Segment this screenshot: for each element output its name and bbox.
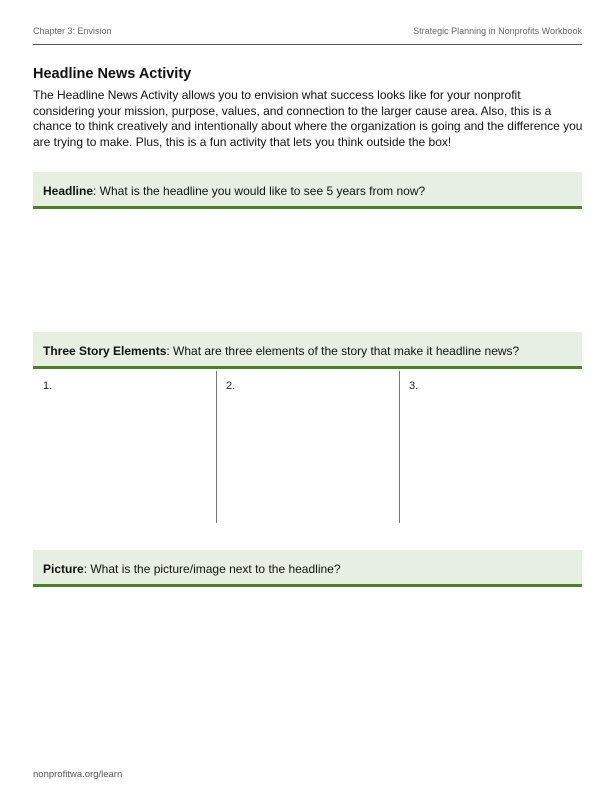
picture-answer-area[interactable]	[33, 588, 582, 758]
item-number: 1.	[43, 380, 53, 392]
story-prompt: : What are three elements of the story that make it headline news?	[166, 344, 520, 358]
story-label: Three Story Elements	[43, 344, 167, 358]
headline-prompt: : What is the headline you would like to see 5 years from now?	[93, 184, 426, 198]
page-header	[33, 26, 582, 45]
picture-label: Picture	[43, 562, 84, 576]
book-title: Strategic Planning in Nonprofits Workbook	[413, 26, 582, 36]
story-elements-grid	[33, 371, 582, 523]
picture-prompt-band	[33, 550, 582, 587]
story-element-2[interactable]	[216, 371, 399, 523]
story-element-1[interactable]	[33, 371, 216, 523]
footer-url: nonprofitwa.org/learn	[33, 769, 123, 780]
headline-answer-area[interactable]	[33, 209, 582, 329]
story-element-3[interactable]	[399, 371, 582, 523]
page-title: Headline News Activity	[33, 66, 192, 82]
headline-prompt-band	[33, 172, 582, 209]
story-prompt-band	[33, 332, 582, 369]
picture-prompt: : What is the picture/image next to the headline?	[83, 562, 341, 576]
headline-label: Headline	[43, 184, 94, 198]
item-number: 3.	[409, 380, 419, 392]
chapter-label: Chapter 3: Envision	[33, 26, 112, 36]
intro-paragraph: The Headline News Activity allows you to envision what success looks like for your nonprofit considering your mission, purpose, values, and connection to the larger cause area. Also, this is a chance to think creatively and intentionally about where the organization is going and the difference you are trying to make. Plus, this is a fun activity that lets you think outside the box!	[33, 88, 583, 150]
item-number: 2.	[226, 380, 236, 392]
